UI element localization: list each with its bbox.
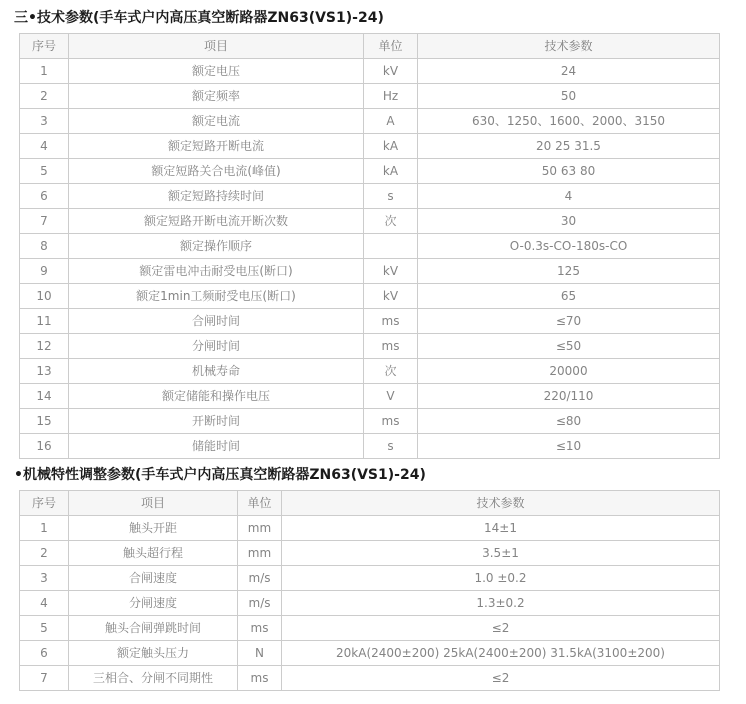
value-cell: 50 bbox=[418, 84, 720, 109]
spec-table-1 bbox=[19, 33, 720, 459]
value-cell: 30 bbox=[418, 209, 720, 234]
unit-cell: s bbox=[364, 184, 418, 209]
unit-cell: 次 bbox=[364, 359, 418, 384]
unit-cell bbox=[364, 234, 418, 259]
unit-cell: m/s bbox=[238, 591, 282, 616]
table-row bbox=[20, 109, 720, 134]
table-row bbox=[20, 591, 720, 616]
item-name-cell: 额定短路持续时间 bbox=[69, 184, 364, 209]
unit-cell: kA bbox=[364, 134, 418, 159]
item-name-cell: 机械寿命 bbox=[69, 359, 364, 384]
table-row bbox=[20, 234, 720, 259]
item-name-cell: 触头开距 bbox=[69, 516, 238, 541]
row-number-cell: 7 bbox=[20, 666, 69, 691]
item-name-cell: 额定电压 bbox=[69, 59, 364, 84]
table-row bbox=[20, 666, 720, 691]
item-name-cell: 额定电流 bbox=[69, 109, 364, 134]
unit-cell: kV bbox=[364, 284, 418, 309]
item-name-cell: 额定1min工频耐受电压(断口) bbox=[69, 284, 364, 309]
item-name-cell: 开断时间 bbox=[69, 409, 364, 434]
value-cell: ≤50 bbox=[418, 334, 720, 359]
unit-cell: ms bbox=[238, 666, 282, 691]
unit-cell: Hz bbox=[364, 84, 418, 109]
item-name-cell: 合闸时间 bbox=[69, 309, 364, 334]
value-cell: 20 25 31.5 bbox=[418, 134, 720, 159]
unit-cell: N bbox=[238, 641, 282, 666]
column-header: 项目 bbox=[69, 34, 364, 59]
item-name-cell: 分闸时间 bbox=[69, 334, 364, 359]
section-title-table-2: •机械特性调整参数(手车式户内高压真空断路器ZN63(VS1)-24) bbox=[14, 467, 426, 483]
row-number-cell: 5 bbox=[20, 159, 69, 184]
row-number-cell: 3 bbox=[20, 109, 69, 134]
header-row bbox=[20, 491, 720, 516]
value-cell: 1.0 ±0.2 bbox=[282, 566, 720, 591]
table-row bbox=[20, 209, 720, 234]
table-row bbox=[20, 84, 720, 109]
table-row bbox=[20, 384, 720, 409]
row-number-cell: 5 bbox=[20, 616, 69, 641]
table-row bbox=[20, 259, 720, 284]
value-cell: 14±1 bbox=[282, 516, 720, 541]
value-cell: 220/110 bbox=[418, 384, 720, 409]
unit-cell: kV bbox=[364, 259, 418, 284]
unit-cell: 次 bbox=[364, 209, 418, 234]
value-cell: ≤70 bbox=[418, 309, 720, 334]
value-cell: ≤2 bbox=[282, 666, 720, 691]
column-header: 单位 bbox=[238, 491, 282, 516]
unit-cell: A bbox=[364, 109, 418, 134]
table-row bbox=[20, 641, 720, 666]
value-cell: 24 bbox=[418, 59, 720, 84]
table-row bbox=[20, 159, 720, 184]
item-name-cell: 额定频率 bbox=[69, 84, 364, 109]
table-row bbox=[20, 134, 720, 159]
row-number-cell: 3 bbox=[20, 566, 69, 591]
value-cell: 20000 bbox=[418, 359, 720, 384]
table-row bbox=[20, 284, 720, 309]
item-name-cell: 额定短路关合电流(峰值) bbox=[69, 159, 364, 184]
column-header: 项目 bbox=[69, 491, 238, 516]
table-row bbox=[20, 309, 720, 334]
table-row bbox=[20, 434, 720, 459]
row-number-cell: 12 bbox=[20, 334, 69, 359]
row-number-cell: 14 bbox=[20, 384, 69, 409]
unit-cell: s bbox=[364, 434, 418, 459]
column-header: 技术参数 bbox=[282, 491, 720, 516]
unit-cell: ms bbox=[364, 409, 418, 434]
value-cell: 125 bbox=[418, 259, 720, 284]
table-row bbox=[20, 566, 720, 591]
unit-cell: mm bbox=[238, 516, 282, 541]
value-cell: ≤10 bbox=[418, 434, 720, 459]
row-number-cell: 2 bbox=[20, 84, 69, 109]
item-name-cell: 额定触头压力 bbox=[69, 641, 238, 666]
row-number-cell: 8 bbox=[20, 234, 69, 259]
table-row bbox=[20, 184, 720, 209]
value-cell: 20kA(2400±200) 25kA(2400±200) 31.5kA(3100±200) bbox=[282, 641, 720, 666]
row-number-cell: 1 bbox=[20, 59, 69, 84]
table-row bbox=[20, 516, 720, 541]
table-row bbox=[20, 541, 720, 566]
spec-table-2 bbox=[19, 490, 720, 691]
row-number-cell: 13 bbox=[20, 359, 69, 384]
value-cell: ≤80 bbox=[418, 409, 720, 434]
item-name-cell: 合闸速度 bbox=[69, 566, 238, 591]
item-name-cell: 分闸速度 bbox=[69, 591, 238, 616]
unit-cell: mm bbox=[238, 541, 282, 566]
row-number-cell: 7 bbox=[20, 209, 69, 234]
row-number-cell: 6 bbox=[20, 641, 69, 666]
header-row bbox=[20, 34, 720, 59]
value-cell: 4 bbox=[418, 184, 720, 209]
item-name-cell: 触头超行程 bbox=[69, 541, 238, 566]
item-name-cell: 额定操作顺序 bbox=[69, 234, 364, 259]
value-cell: 630、1250、1600、2000、3150 bbox=[418, 109, 720, 134]
value-cell: ≤2 bbox=[282, 616, 720, 641]
row-number-cell: 1 bbox=[20, 516, 69, 541]
unit-cell: m/s bbox=[238, 566, 282, 591]
table-row bbox=[20, 334, 720, 359]
row-number-cell: 4 bbox=[20, 134, 69, 159]
item-name-cell: 额定储能和操作电压 bbox=[69, 384, 364, 409]
item-name-cell: 储能时间 bbox=[69, 434, 364, 459]
table-row bbox=[20, 59, 720, 84]
row-number-cell: 6 bbox=[20, 184, 69, 209]
item-name-cell: 额定短路开断电流 bbox=[69, 134, 364, 159]
value-cell: 65 bbox=[418, 284, 720, 309]
unit-cell: ms bbox=[364, 334, 418, 359]
row-number-cell: 16 bbox=[20, 434, 69, 459]
row-number-cell: 2 bbox=[20, 541, 69, 566]
row-number-cell: 11 bbox=[20, 309, 69, 334]
unit-cell: V bbox=[364, 384, 418, 409]
row-number-cell: 4 bbox=[20, 591, 69, 616]
value-cell: O-0.3s-CO-180s-CO bbox=[418, 234, 720, 259]
unit-cell: ms bbox=[364, 309, 418, 334]
unit-cell: kA bbox=[364, 159, 418, 184]
item-name-cell: 触头合闸弹跳时间 bbox=[69, 616, 238, 641]
item-name-cell: 三相合、分闸不同期性 bbox=[69, 666, 238, 691]
row-number-cell: 9 bbox=[20, 259, 69, 284]
item-name-cell: 额定短路开断电流开断次数 bbox=[69, 209, 364, 234]
table-row bbox=[20, 359, 720, 384]
section-title-table-1: 三•技术参数(手车式户内高压真空断路器ZN63(VS1)-24) bbox=[14, 10, 384, 26]
value-cell: 3.5±1 bbox=[282, 541, 720, 566]
item-name-cell: 额定雷电冲击耐受电压(断口) bbox=[69, 259, 364, 284]
column-header: 序号 bbox=[20, 34, 69, 59]
column-header: 技术参数 bbox=[418, 34, 720, 59]
spec-tables-container bbox=[14, 7, 746, 691]
unit-cell: ms bbox=[238, 616, 282, 641]
value-cell: 50 63 80 bbox=[418, 159, 720, 184]
column-header: 序号 bbox=[20, 491, 69, 516]
table-row bbox=[20, 616, 720, 641]
value-cell: 1.3±0.2 bbox=[282, 591, 720, 616]
table-row bbox=[20, 409, 720, 434]
column-header: 单位 bbox=[364, 34, 418, 59]
row-number-cell: 10 bbox=[20, 284, 69, 309]
row-number-cell: 15 bbox=[20, 409, 69, 434]
unit-cell: kV bbox=[364, 59, 418, 84]
